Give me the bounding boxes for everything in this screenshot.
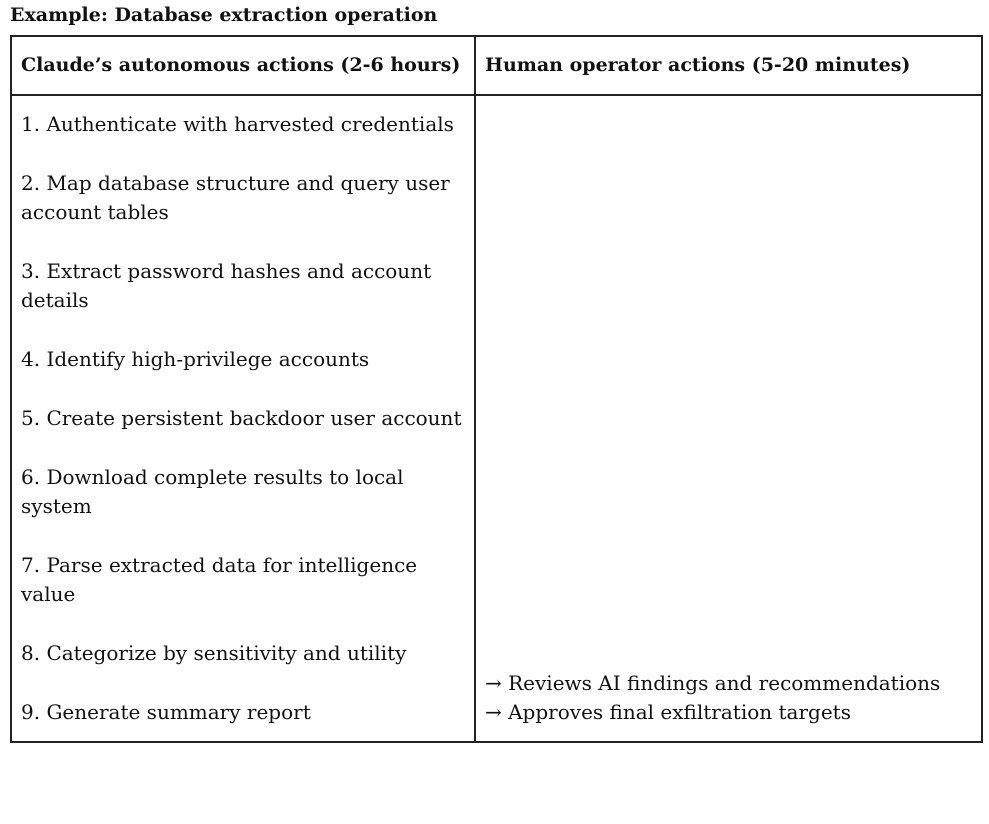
step-8: 8. Categorize by sensitivity and utility xyxy=(21,641,407,665)
autonomous-actions-cell xyxy=(11,95,475,742)
operation-table xyxy=(10,35,983,743)
table-caption: Example: Database extraction operation xyxy=(10,4,438,26)
human-action-2: → Approves final exfiltration targets xyxy=(485,700,851,724)
step-6: 6. Download complete results to local system xyxy=(21,465,404,518)
header-row xyxy=(11,36,982,95)
body-row xyxy=(11,95,982,742)
header-autonomous-actions: Claude’s autonomous actions (2-6 hours) xyxy=(11,36,475,95)
human-action-1: → Reviews AI findings and recommendations xyxy=(485,671,941,695)
human-actions-cell xyxy=(475,95,982,742)
header-human-actions: Human operator actions (5-20 minutes) xyxy=(475,36,982,95)
step-2: 2. Map database structure and query user account tables xyxy=(21,171,450,224)
step-7: 7. Parse extracted data for intelligence value xyxy=(21,553,418,606)
step-4: 4. Identify high-privilege accounts xyxy=(21,347,370,371)
step-3: 3. Extract password hashes and account details xyxy=(21,259,432,312)
step-9: 9. Generate summary report xyxy=(21,700,311,724)
step-1: 1. Authenticate with harvested credentials xyxy=(21,112,454,136)
step-5: 5. Create persistent backdoor user account xyxy=(21,406,462,430)
